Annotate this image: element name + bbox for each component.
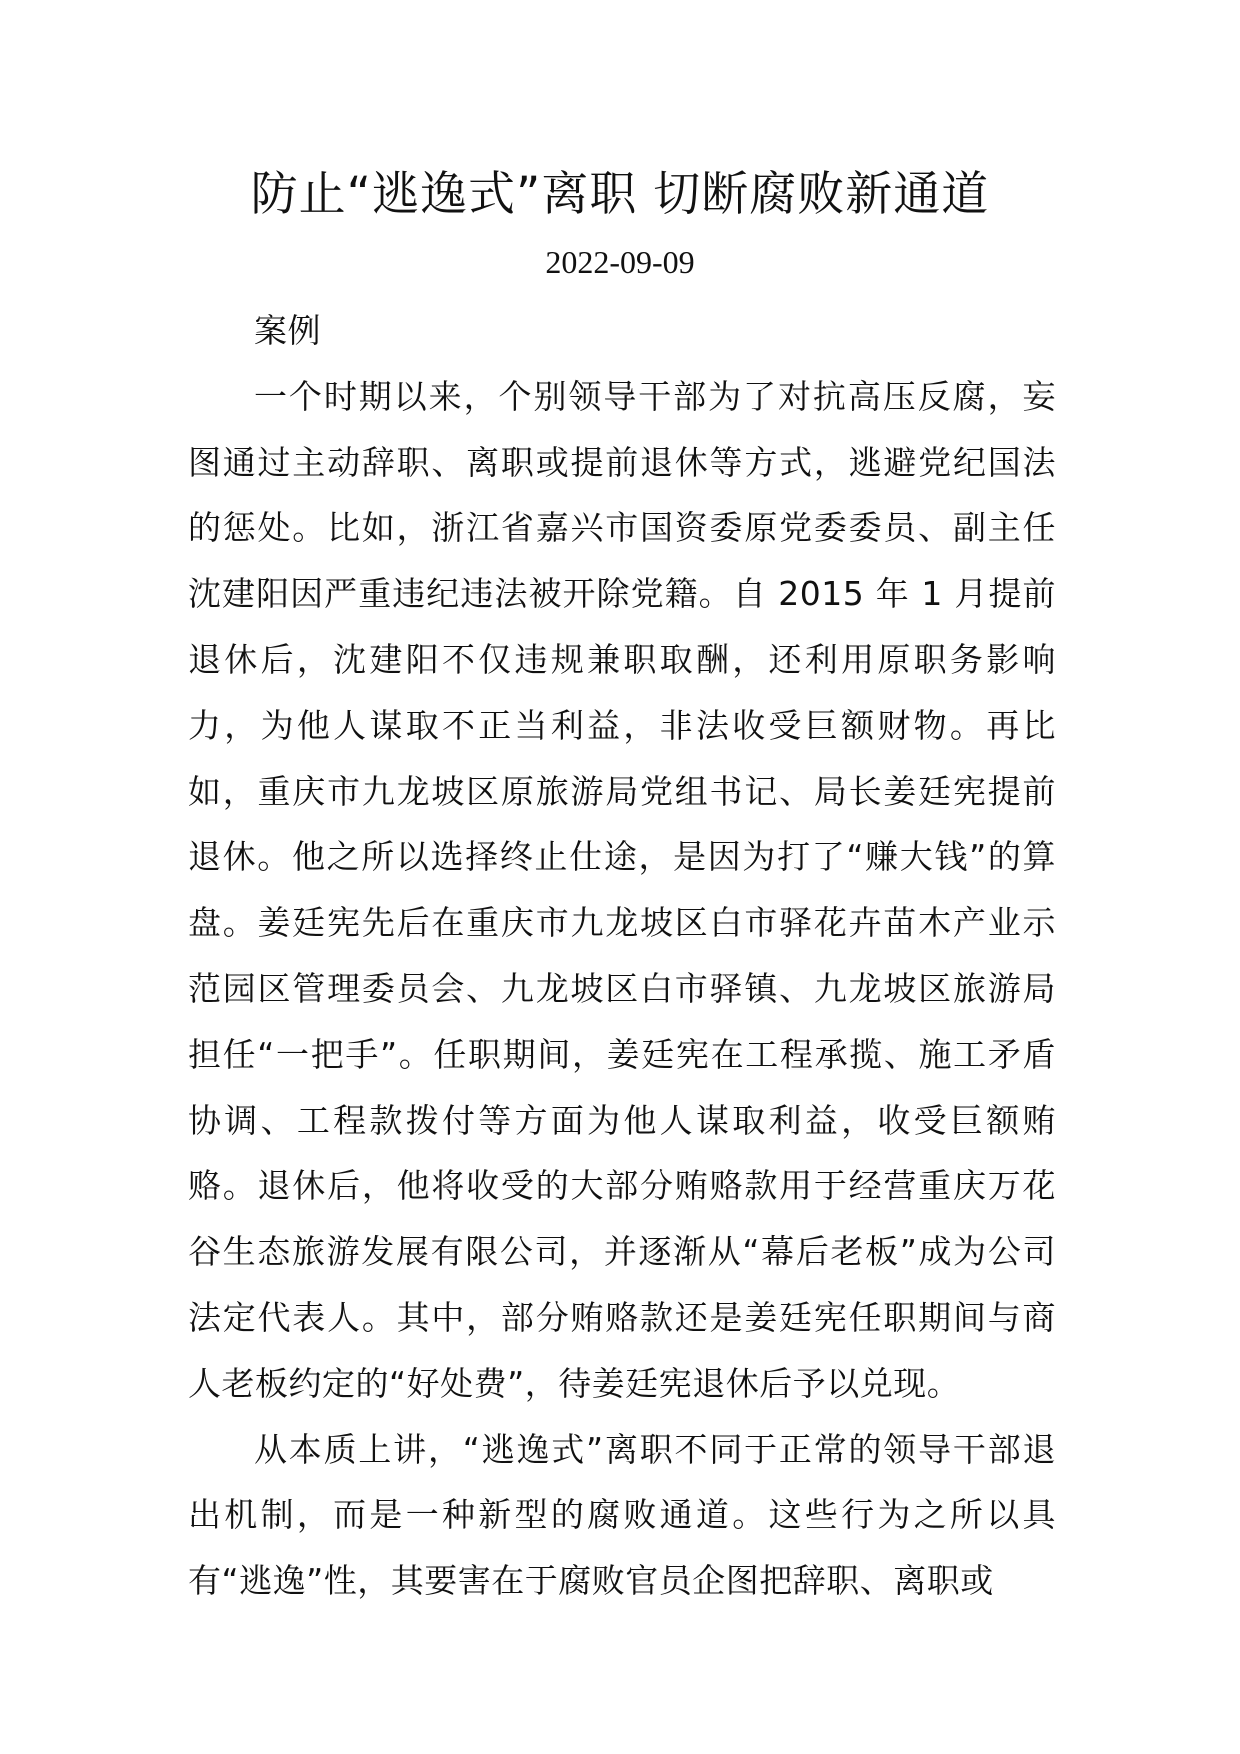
document-date: 2022-09-09: [545, 244, 695, 280]
document-title: 防止“逃逸式”离职 切断腐败新通道: [250, 167, 990, 222]
paragraph-heading: 案例: [254, 311, 321, 350]
paragraph: 一个时期以来，个别领导干部为了对抗高压反腐，妄图通过主动辞职、离职或提前退休等方式，逃避党纪国法的惩处。比如，浙江省嘉兴市国资委原党委委员、副主任沈建阳因严重违纪违法被开除党籍。自 2015 年 1 月提前退休后，沈建阳不仅违规兼职取酬，还利用原职务影响力，为他人谋取不正当利益，非法收受巨额财物。再比如，重庆市九龙坡区原旅游局党组书记、局长姜廷宪提前退休。他之所以选择终止仕途，是因为打了“赚大钱”的算盘。姜廷宪先后在重庆市九龙坡区白市驿花卉苗木产业示范园区管理委员会、九龙坡区白市驿镇、九龙坡区旅游局担任“一把手”。任职期间，姜廷宪在工程承揽、施工矛盾协调、工程款拨付等方面为他人谋取利益，收受巨额贿赂。退休后，他将收受的大部分贿赂款用于经营重庆万花谷生态旅游发展有限公司，并逐渐从“幕后老板”成为公司法定代表人。其中，部分贿赂款还是姜廷宪任职期间与商人老板约定的“好处费”，待姜廷宪退休后予以兑现。: [188, 376, 1056, 1403]
paragraph: 从本质上讲，“逃逸式”离职不同于正常的领导干部退出机制，而是一种新型的腐败通道。这些行为之所以具有“逃逸”性，其要害在于腐败官员企图把辞职、离职或: [188, 1429, 1056, 1601]
document-body: [188, 298, 1056, 1614]
